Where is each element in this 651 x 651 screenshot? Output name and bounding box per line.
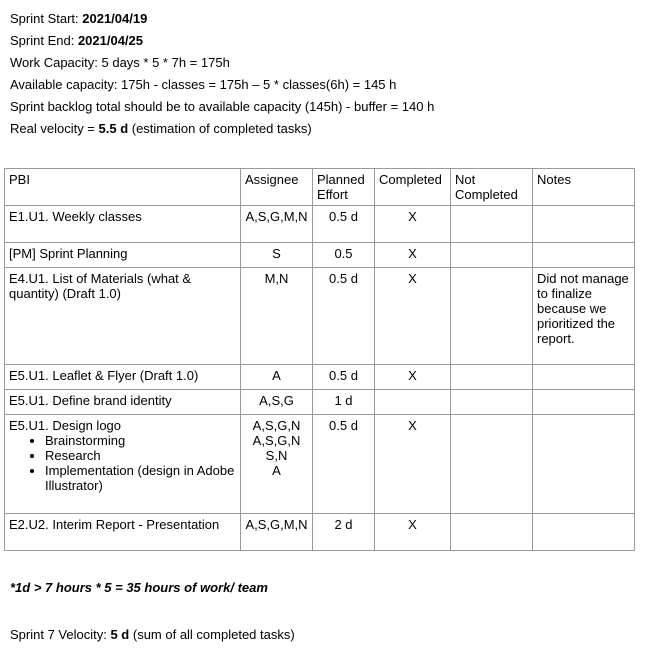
- row-completed: X: [375, 206, 451, 243]
- row-notes: [533, 390, 635, 415]
- row-not-completed: [451, 514, 533, 551]
- row-assignee: M,N: [241, 268, 313, 365]
- footnote: *1d > 7 hours * 5 = 35 hours of work/ team: [10, 580, 268, 595]
- row-planned-effort: 0.5 d: [313, 268, 375, 365]
- row-completed: X: [375, 415, 451, 514]
- header-planned-effort: Planned Effort: [313, 169, 375, 206]
- sprint-end-line: [10, 33, 143, 49]
- header-not-completed: Not Completed: [451, 169, 533, 206]
- row-notes: [533, 514, 635, 551]
- available-capacity-line: Available capacity: 175h - classes = 175h – 5 * classes(6h) = 145 h: [10, 77, 397, 92]
- row-pbi: E1.U1. Weekly classes: [5, 206, 241, 243]
- row-assignee: [241, 415, 313, 514]
- sprint-start-value: 2021/04/19: [82, 11, 148, 26]
- row-pbi: E5.U1. Leaflet & Flyer (Draft 1.0): [5, 365, 241, 390]
- row-pbi: [PM] Sprint Planning: [5, 243, 241, 268]
- row-planned-effort: 2 d: [313, 514, 375, 551]
- subtask-item: • Implementation (design in Adobe Illustrator): [45, 463, 236, 493]
- real-velocity-note: (estimation of completed tasks): [128, 121, 312, 136]
- row-completed: X: [375, 514, 451, 551]
- table-row: [5, 206, 635, 243]
- real-velocity-label: Real velocity =: [10, 121, 99, 136]
- header-notes: Notes: [533, 169, 635, 206]
- table-header-row: [5, 169, 635, 206]
- row-completed: X: [375, 365, 451, 390]
- sprint-velocity-note: (sum of all completed tasks): [129, 627, 295, 642]
- table-row: [5, 365, 635, 390]
- table-row: [5, 514, 635, 551]
- real-velocity-value: 5.5 d: [98, 121, 129, 136]
- row-notes: [533, 365, 635, 390]
- header-completed: Completed: [375, 169, 451, 206]
- row-pbi: [5, 415, 241, 514]
- assignee-line: A: [272, 463, 281, 478]
- row-completed: X: [375, 243, 451, 268]
- row-planned-effort: 0.5 d: [313, 206, 375, 243]
- work-capacity-line: Work Capacity: 5 days * 5 * 7h = 175h: [10, 55, 230, 70]
- sprint-start-line: [10, 11, 147, 27]
- sprint-velocity-label: Sprint 7 Velocity:: [10, 627, 111, 642]
- sprint-start-label: Sprint Start:: [10, 11, 83, 26]
- row-notes: Did not manage to finalize because we prioritized the report.: [533, 268, 635, 365]
- row-pbi: E2.U2. Interim Report - Presentation: [5, 514, 241, 551]
- table-row: [5, 390, 635, 415]
- row-planned-effort: 1 d: [313, 390, 375, 415]
- row-not-completed: [451, 268, 533, 365]
- row-assignee: A: [241, 365, 313, 390]
- backlog-total-line: Sprint backlog total should be to available capacity (145h) - buffer = 140 h: [10, 99, 435, 114]
- sprint-backlog-table: [4, 168, 635, 551]
- row-planned-effort: 0.5 d: [313, 415, 375, 514]
- table-row: [5, 415, 635, 514]
- header-assignee: Assignee: [241, 169, 313, 206]
- row-assignee: A,S,G,M,N: [241, 206, 313, 243]
- row-planned-effort: 0.5: [313, 243, 375, 268]
- assignee-line: A,S,G,N: [252, 418, 301, 433]
- row-not-completed: [451, 206, 533, 243]
- header-pbi: PBI: [5, 169, 241, 206]
- row-notes: [533, 415, 635, 514]
- row-pbi: E5.U1. Define brand identity: [5, 390, 241, 415]
- table-row: [5, 268, 635, 365]
- sprint-velocity-line: [10, 627, 295, 643]
- row-completed: X: [375, 268, 451, 365]
- table-row: [5, 243, 635, 268]
- row-planned-effort: 0.5 d: [313, 365, 375, 390]
- row-completed: [375, 390, 451, 415]
- sprint-end-label: Sprint End:: [10, 33, 78, 48]
- row-not-completed: [451, 390, 533, 415]
- row-assignee: A,S,G,M,N: [241, 514, 313, 551]
- row-notes: [533, 243, 635, 268]
- sprint-velocity-value: 5 d: [110, 627, 130, 642]
- subtask-list: [9, 433, 236, 493]
- subtask-item: • Research: [45, 448, 236, 463]
- row-notes: [533, 206, 635, 243]
- real-velocity-line: [10, 121, 312, 137]
- subtask-item: • Brainstorming: [45, 433, 236, 448]
- sprint-end-value: 2021/04/25: [77, 33, 144, 48]
- row-not-completed: [451, 243, 533, 268]
- assignee-line: S,N: [265, 448, 288, 463]
- row-assignee: A,S,G: [241, 390, 313, 415]
- row-not-completed: [451, 415, 533, 514]
- row-pbi-title: E5.U1. Design logo: [9, 418, 122, 433]
- assignee-line: A,S,G,N: [252, 433, 301, 448]
- row-pbi: E4.U1. List of Materials (what & quantity) (Draft 1.0): [5, 268, 241, 365]
- row-not-completed: [451, 365, 533, 390]
- row-assignee: S: [241, 243, 313, 268]
